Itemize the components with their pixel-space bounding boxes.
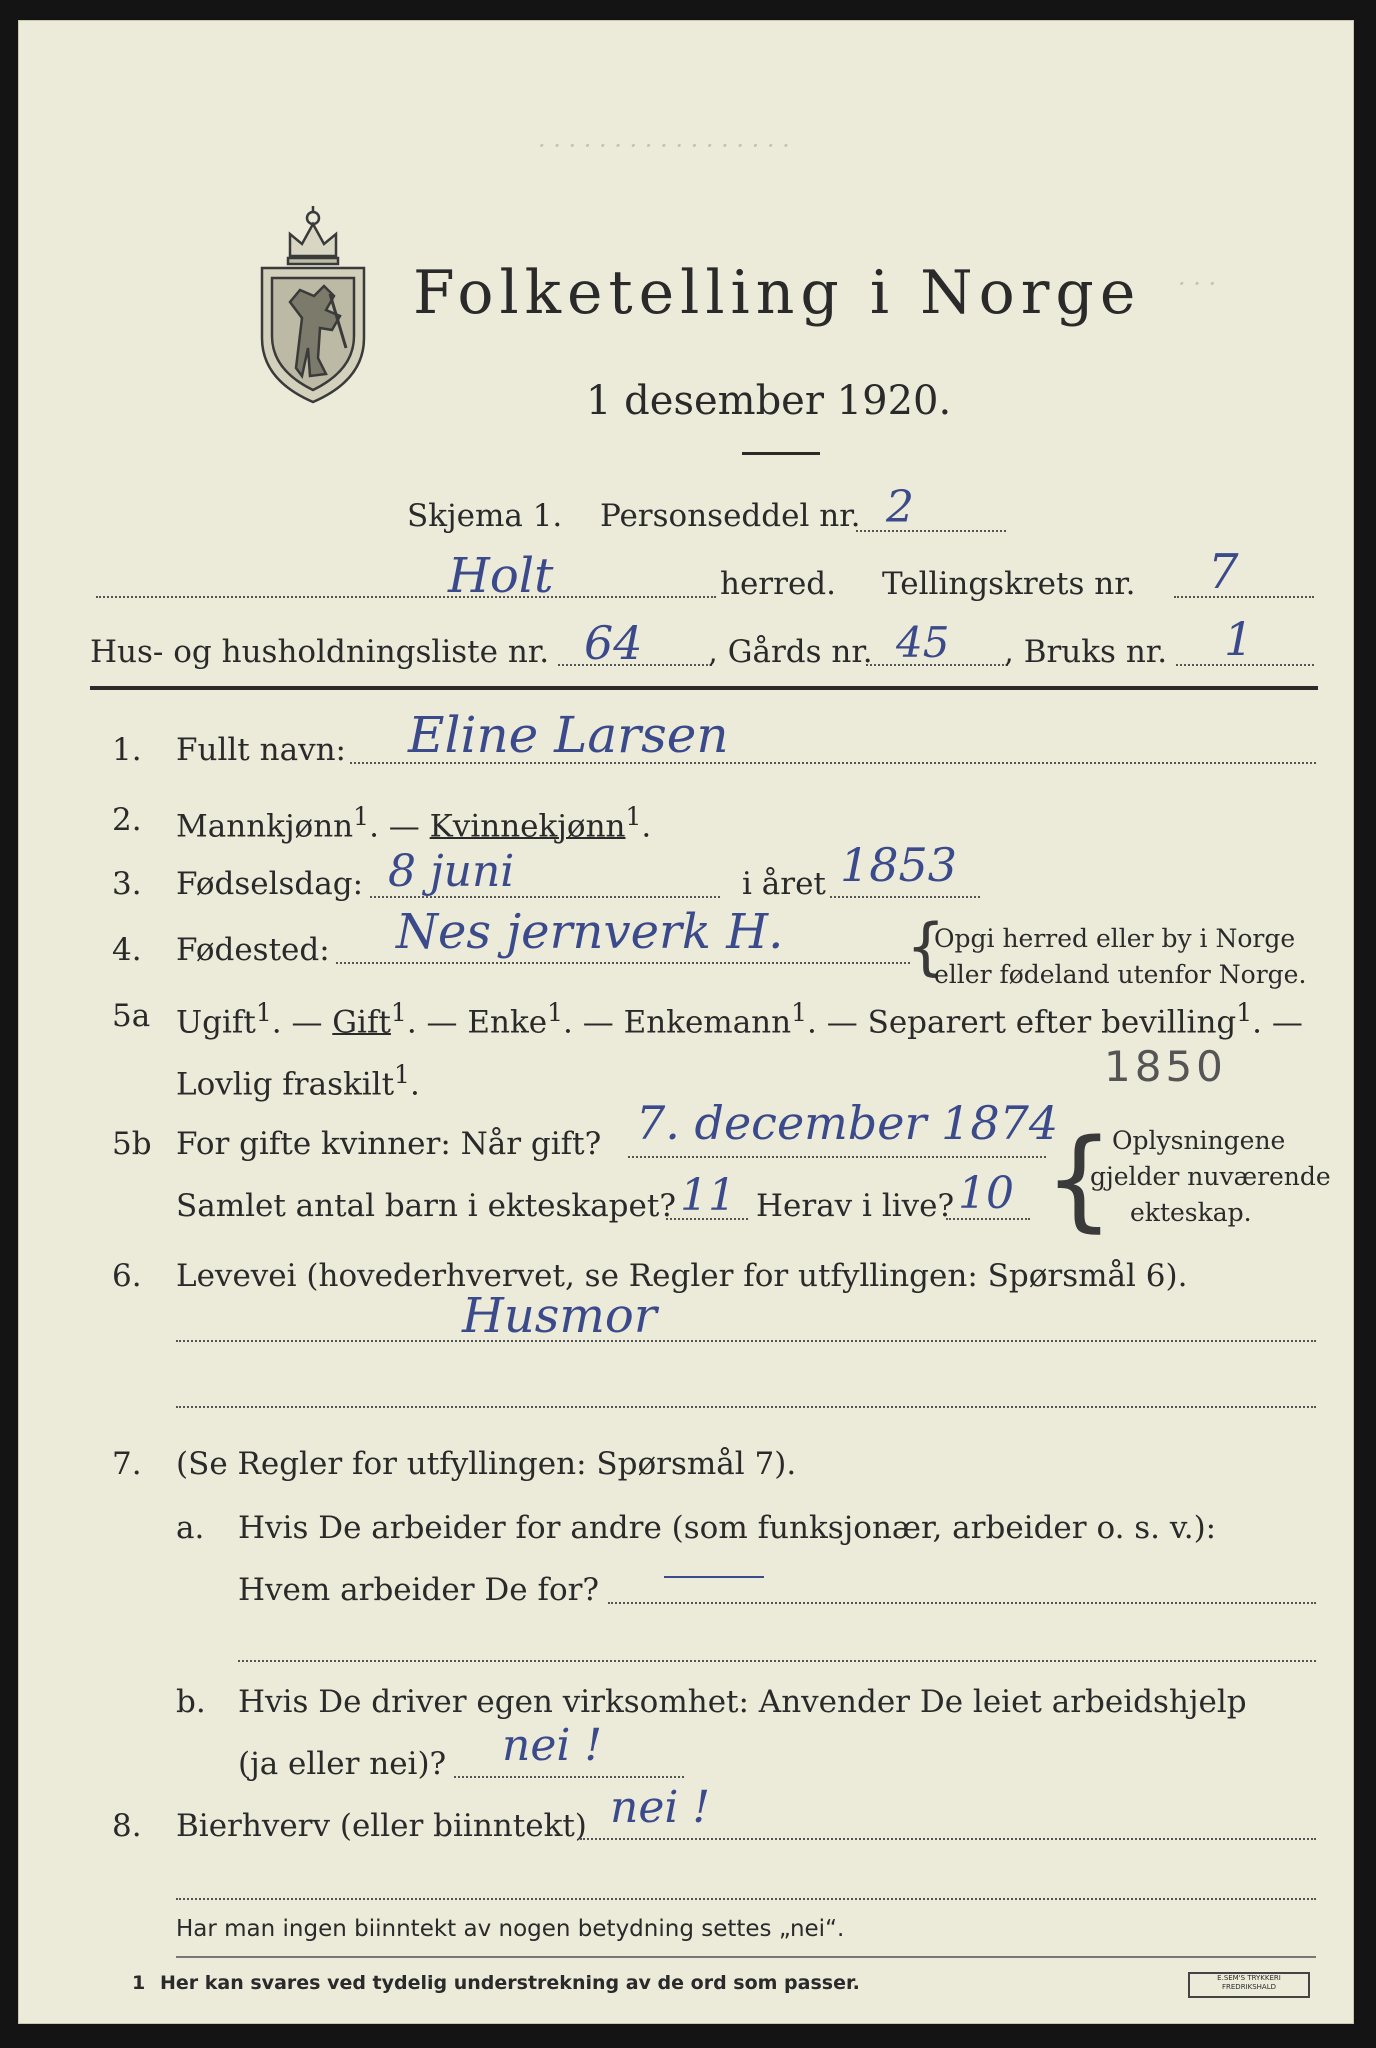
hus-value: 64 [584,616,643,670]
q7b-sub: (ja eller nei)? [238,1746,447,1782]
herred-field[interactable] [96,596,716,598]
personseddel-label: Personseddel nr. [600,498,861,534]
q4-brace: { [906,910,946,983]
q5b-note-line2: gjelder nuværende [1090,1162,1331,1191]
q7-label: (Se Regler for utfyllingen: Spørsmål 7). [176,1446,797,1482]
bleed-through-text: · · · [1178,270,1217,298]
bierhverv-field[interactable] [580,1838,1316,1840]
q7a-label: Hvis De arbeider for andre (som funksjonær, arbeider o. s. v.): [238,1510,1217,1546]
arbeidsgiver-field[interactable] [608,1602,1316,1604]
option-kvinnekjonn[interactable]: Kvinnekjønn [429,808,626,845]
arbeidshjelp-field[interactable] [454,1776,684,1778]
q2-options: Mannkjønn$^1$. — Kvinnekjønn$^1$. [176,802,652,845]
tellingskrets-label: Tellingskrets nr. [882,566,1136,602]
hus-label: Hus- og husholdningsliste nr. [90,634,550,670]
gards-label: , Gårds nr. [708,634,873,670]
q7-number: 7. [112,1446,142,1482]
option-enkemann[interactable]: Enkemann [623,1004,792,1041]
q2-separator: . — [369,808,420,845]
levevei-field-line2[interactable] [176,1406,1316,1408]
tellingskrets-field[interactable] [1174,596,1314,598]
q5b-brace: { [1044,1115,1114,1243]
q5b-label: For gifte kvinner: Når gift? [176,1126,602,1162]
personseddel-field[interactable] [856,530,1006,532]
bierhverv-field-line2[interactable] [176,1898,1316,1900]
q5b-barn-label: Samlet antal barn i ekteskapet? [176,1188,676,1224]
q8-number: 8. [112,1808,142,1844]
arbeidshjelp-value: nei ! [502,1720,603,1771]
arbeidsgiver-dash [664,1576,764,1578]
fodselsar-field[interactable] [830,896,980,898]
q8-label: Bierhverv (eller biinntekt) [176,1808,587,1844]
footer-rule [176,1956,1316,1958]
q5b-note-line3: ekteskap. [1130,1198,1252,1227]
fullt-navn-value: Eline Larsen [408,706,729,764]
fodselsar-value: 1853 [840,838,958,892]
q5a-options-line2: Lovlig fraskilt$^1$. [176,1060,420,1103]
bruks-label: , Bruks nr. [1004,634,1168,670]
q5b-note-line1: Oplysningene [1112,1126,1286,1155]
herred-label: herred. [720,566,836,602]
bierhverv-value: nei ! [610,1782,711,1833]
option-gift[interactable]: Gift [332,1004,391,1041]
q5a-note-year: 1850 [1104,1042,1227,1091]
i-live-value: 10 [958,1168,1014,1219]
footer-note: Har man ingen biinntekt av nogen betydning settes „nei“. [176,1916,845,1942]
q3-label: Fødselsdag: [176,866,364,902]
q3-year-label: i året [742,866,826,902]
q4-label: Fødested: [176,932,330,968]
q6-number: 6. [112,1258,142,1294]
option-enke[interactable]: Enke [467,1004,548,1041]
nar-gift-value: 7. december 1874 [636,1096,1059,1150]
option-ugift[interactable]: Ugift [176,1004,256,1041]
q5a-options: Ugift$^1$. — Gift$^1$. — Enke$^1$. — Enkemann$^1$. — Separert efter bevilling$^1$. — [176,998,1303,1041]
q7a-sub: Hvem arbeider De for? [238,1572,600,1608]
q5b-live-label: Herav i live? [756,1188,955,1224]
option-mannkjonn[interactable]: Mannkjønn [176,808,354,845]
q7b-label: Hvis De driver egen virksomhet: Anvender De leiet arbeidshjelp [238,1684,1247,1720]
herred-value: Holt [448,548,554,604]
footnote-mark: 1 [132,1972,146,1994]
q5a-number: 5a [112,998,151,1034]
nar-gift-field[interactable] [628,1156,1046,1158]
gards-value: 45 [896,618,950,667]
q2-number: 2. [112,802,142,838]
q4-note-line2: eller fødeland utenfor Norge. [934,960,1307,989]
title-divider [742,452,820,455]
page-title: Folketelling i Norge [413,258,1142,328]
q7a-letter: a. [176,1510,205,1546]
option-separert[interactable]: Separert efter bevilling [867,1004,1237,1041]
page-subtitle: 1 desember 1920. [586,378,952,424]
norway-lion-coat-of-arms-icon [250,198,376,408]
skjema-label: Skjema 1. [407,498,563,534]
arbeidsgiver-field-line2[interactable] [238,1660,1316,1662]
levevei-field[interactable] [176,1340,1316,1342]
q5b-number: 5b [112,1126,152,1162]
levevei-value: Husmor [462,1288,657,1344]
antall-barn-value: 11 [680,1170,736,1221]
tellingskrets-value: 7 [1208,544,1239,600]
fodselsdag-value: 8 juni [388,846,515,897]
option-lovlig-fraskilt[interactable]: Lovlig fraskilt [176,1066,395,1103]
header-rule [90,686,1318,690]
q4-number: 4. [112,932,142,968]
personseddel-value: 2 [886,482,914,533]
bleed-through-text: · · · · · · · · · · · · · · · · · [538,132,790,160]
census-form-sheet [18,20,1354,2024]
footnote-text: Her kan svares ved tydelig understrekning av de ord som passer. [160,1972,860,1994]
q7b-letter: b. [176,1684,206,1720]
q1-label: Fullt navn: [176,732,346,768]
q3-number: 3. [112,866,142,902]
q6-label: Levevei (hovederhvervet, se Regler for utfyllingen: Spørsmål 6). [176,1258,1188,1294]
fodested-field[interactable] [336,962,910,964]
bruks-value: 1 [1224,612,1254,666]
q1-number: 1. [112,732,142,768]
printer-stamp: E.SEM'S TRYKKERI FREDRIKSHALD [1188,1972,1310,1998]
fodested-value: Nes jernverk H. [396,904,784,960]
q4-note-line1: Opgi herred eller by i Norge [934,924,1296,953]
